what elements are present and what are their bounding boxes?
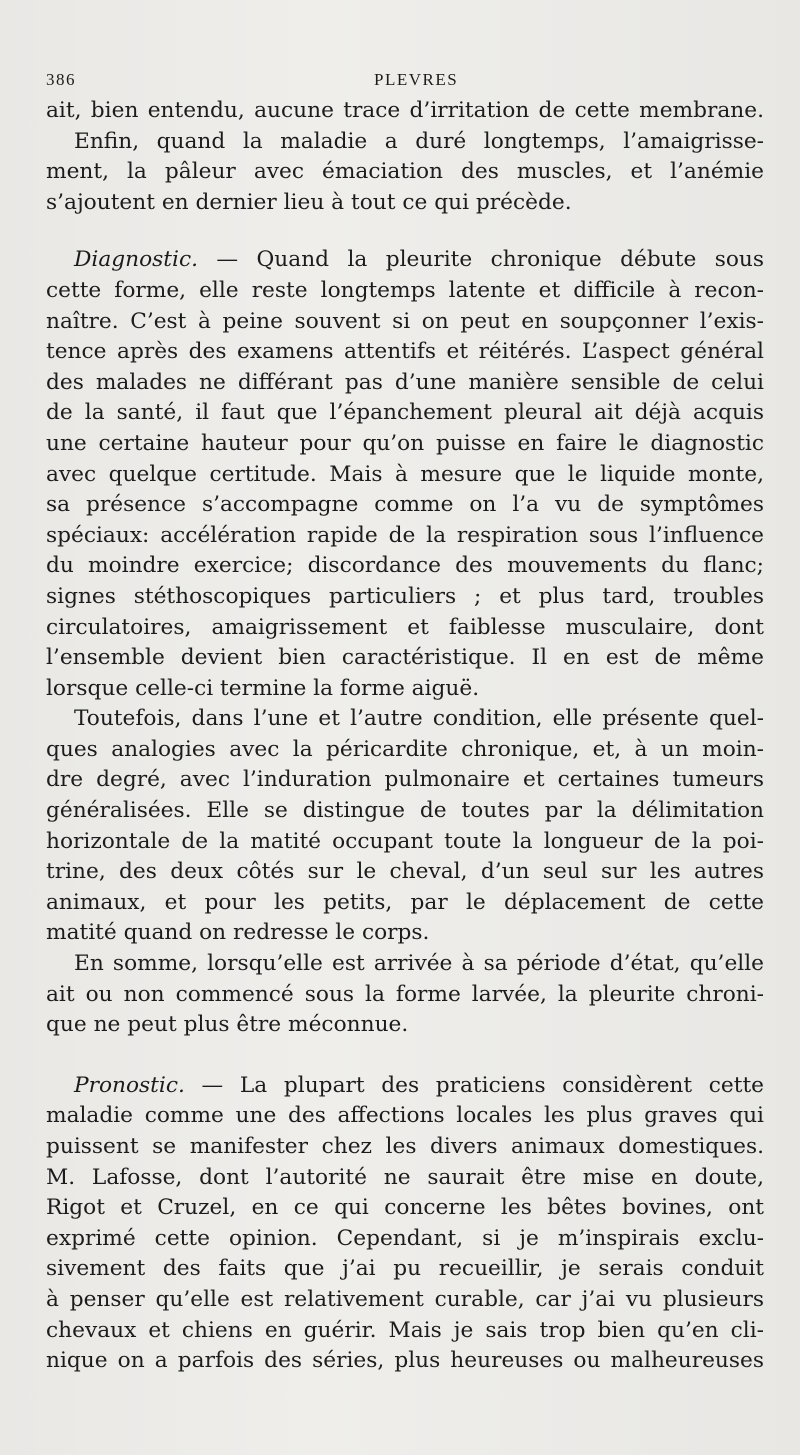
text-line: des malades ne différant pas d’une manière sensible de celui (46, 369, 764, 395)
text-line: ait, bien entendu, aucune trace d’irritation de cette membrane. (46, 98, 764, 123)
text-line: dre degré, avec l’induration pulmonaire et certaines tumeurs (46, 767, 764, 793)
text-line: nique on a parfois des séries, plus heureuses ou malheureuses (46, 1348, 764, 1374)
text-line: de la santé, il faut que l’épanchement pleural ait déjà acquis (46, 400, 764, 426)
text-line: ait ou non commencé sous la forme larvée, la pleurite chroni- (46, 981, 764, 1007)
text-line: que ne peut plus être méconnue. (46, 1012, 409, 1038)
text-line: naître. C’est à peine souvent si on peut en soupçonner l’exis- (46, 308, 764, 334)
text-fragment: La plupart des praticiens considèrent cette (239, 1072, 764, 1098)
text-line: Toutefois, dans l’une et l’autre condition, elle présente quel- (74, 706, 764, 732)
text-line: une certaine hauteur pour qu’on puisse en faire le diagnostic (46, 430, 764, 456)
text-line: En somme, lorsqu’elle est arrivée à sa période d’état, qu’elle (74, 951, 764, 977)
text-line: sivement des faits que j’ai pu recueillir, je serais conduit (46, 1256, 764, 1282)
text-line: à penser qu’elle est relativement curable, car j’ai vu plusieurs (46, 1286, 764, 1312)
text-line: animaux, et pour les petits, par le déplacement de cette (46, 889, 764, 915)
text-line: spéciaux: accélération rapide de la respiration sous l’influence (46, 522, 764, 548)
text-line: l’ensemble devient bien caractéristique. Il en est de même (46, 645, 764, 671)
text-line: sa présence s’accompagne comme on l’a vu de symptômes (46, 492, 764, 518)
text-line: chevaux et chiens en guérir. Mais je sais trop bien qu’en cli- (46, 1317, 764, 1343)
text-line: horizontale de la matité occupant toute la longueur de la poi- (46, 828, 764, 854)
text-line: trine, des deux côtés sur le cheval, d’un seul sur les autres (46, 859, 764, 885)
text-line: M. Lafosse, dont l’autorité ne saurait être mise en doute, (46, 1164, 764, 1190)
text-line: circulatoires, amaigrissement et faiblesse musculaire, dont (46, 614, 764, 640)
section-heading-diagnostic: Diagnostic. (74, 247, 198, 273)
text-line: s’ajoutent en dernier lieu à tout ce qui précède. (46, 189, 572, 215)
text-line: ques analogies avec la péricardite chronique, et, à un moin- (46, 736, 764, 762)
text-line: du moindre exercice; discordance des mouvements du flanc; (46, 553, 764, 579)
text-line: exprimé cette opinion. Cependant, si je m’inspirais exclu- (46, 1225, 764, 1251)
text-line (46, 1071, 764, 1102)
text-line: ment, la pâleur avec émaciation des muscles, et l’anémie (46, 159, 764, 185)
em-dash: — (201, 1072, 224, 1098)
text-line: matité quand on redresse le corps. (46, 920, 430, 946)
text-line: lorsque celle-ci termine la forme aiguë. (46, 675, 480, 701)
em-dash: — (216, 247, 239, 273)
text-line: généralisées. Elle se distingue de toutes par la délimitation (46, 798, 764, 824)
text-line: puissent se manifester chez les divers animaux domestiques. (46, 1134, 764, 1159)
text-line: Rigot et Cruzel, en ce qui concerne les bêtes bovines, ont (46, 1195, 764, 1221)
text-line: maladie comme une des affections locales les plus graves qui (46, 1103, 764, 1129)
text-line: signes stéthoscopiques particuliers ; et plus tard, troubles (46, 583, 764, 609)
text-line: Enfin, quand la maladie a duré longtemps, l’amaigrisse- (74, 128, 764, 154)
section-gap (46, 1041, 764, 1071)
text-line: cette forme, elle reste longtemps latente et difficile à recon- (46, 277, 764, 303)
running-title: PLEVRES (374, 70, 459, 89)
text-fragment: Quand la pleurite chronique débute sous (256, 247, 764, 273)
text-line (46, 245, 764, 276)
section-gap (46, 218, 764, 245)
page-header (46, 62, 764, 96)
body-text (46, 96, 764, 1377)
text-line: avec quelque certitude. Mais à mesure que le liquide monte, (46, 461, 764, 487)
text-line: tence après des examens attentifs et réitérés. L’aspect général (46, 339, 764, 365)
page-number: 386 (46, 70, 76, 89)
section-heading-pronostic: Pronostic. (74, 1072, 185, 1098)
